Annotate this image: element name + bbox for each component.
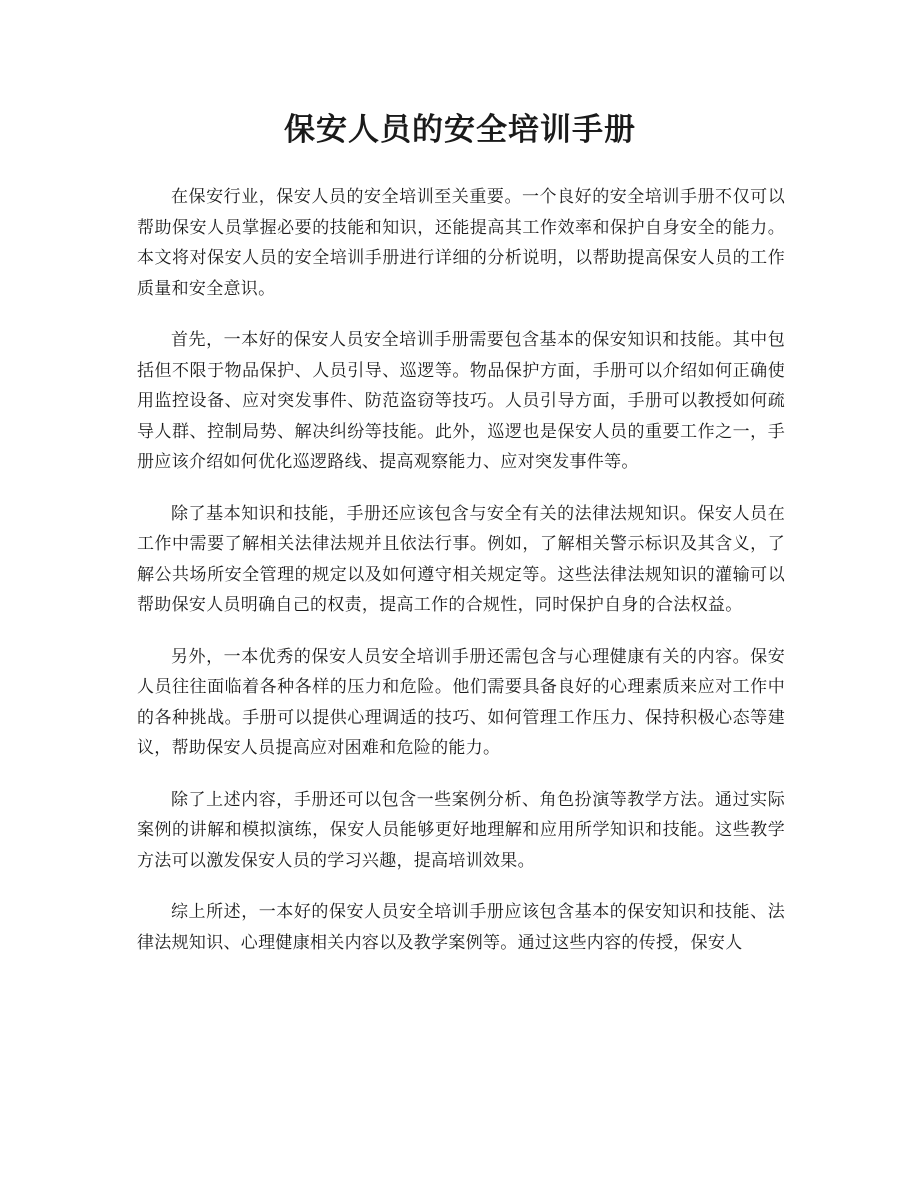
paragraph-basic-skills: 首先，一本好的保安人员安全培训手册需要包含基本的保安知识和技能。其中包括但不限于物品保护、人员引导、巡逻等。物品保护方面，手册可以介绍如何正确使用监控设备、应对突发事件、防范盗窃等技巧。人员引导方面，手册可以教授如何疏导人群、控制局势、解决纠纷等技能。此外，巡逻也是保安人员的重要工作之一，手册应该介绍如何优化巡逻路线、提高观察能力、应对突发事件等。 <box>137 330 785 472</box>
document-body <box>137 182 785 979</box>
document-title: 保安人员的安全培训手册 <box>284 112 636 148</box>
paragraph-intro: 在保安行业，保安人员的安全培训至关重要。一个良好的安全培训手册不仅可以帮助保安人员掌握必要的技能和知识，还能提高其工作效率和保护自身安全的能力。本文将对保安人员的安全培训手册进行详细的分析说明，以帮助提高保安人员的工作质量和安全意识。 <box>137 187 785 299</box>
paragraph-teaching-methods: 除了上述内容，手册还可以包含一些案例分析、角色扮演等教学方法。通过实际案例的讲解和模拟演练，保安人员能够更好地理解和应用所学知识和技能。这些教学方法可以激发保安人员的学习兴趣，提高培训效果。 <box>137 789 785 871</box>
paragraph-mental-health: 另外，一本优秀的保安人员安全培训手册还需包含与心理健康有关的内容。保安人员往往面临着各种各样的压力和危险。他们需要具备良好的心理素质来应对工作中的各种挑战。手册可以提供心理调适的技巧、如何管理工作压力、保持积极心态等建议，帮助保安人员提高应对困难和危险的能力。 <box>137 646 785 758</box>
paragraph-laws: 除了基本知识和技能，手册还应该包含与安全有关的法律法规知识。保安人员在工作中需要了解相关法律法规并且依法行事。例如，了解相关警示标识及其含义，了解公共场所安全管理的规定以及如何遵守相关规定等。这些法律法规知识的灌输可以帮助保安人员明确自己的权责，提高工作的合规性，同时保护自身的合法权益。 <box>137 503 785 615</box>
paragraph-summary: 综上所述，一本好的保安人员安全培训手册应该包含基本的保安知识和技能、法律法规知识、心理健康相关内容以及教学案例等。通过这些内容的传授，保安人 <box>137 902 785 953</box>
